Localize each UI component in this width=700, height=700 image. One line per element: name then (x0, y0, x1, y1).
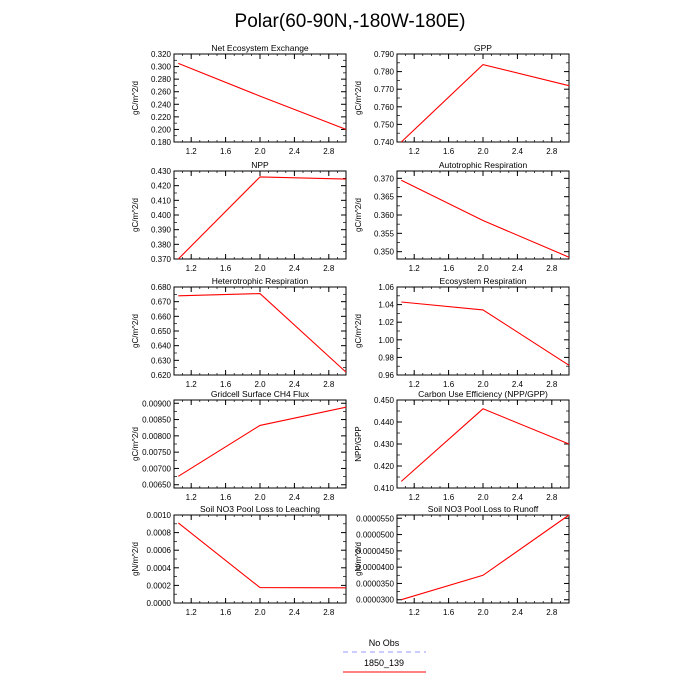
y-tick-label: 0.0002 (146, 581, 171, 591)
y-tick-label: 0.0000500 (356, 530, 394, 540)
y-tick-label: 0.370 (373, 174, 394, 184)
y-tick-label: 0.00850 (142, 415, 171, 425)
y-tick-label: 0.760 (373, 102, 394, 112)
y-axis-label: gC/m^2/d (354, 198, 363, 232)
panel-title: Gridcell Surface CH4 Flux (210, 389, 310, 399)
y-tick-label: 0.180 (150, 138, 171, 147)
y-tick-label: 0.365 (373, 192, 394, 202)
x-tick-label: 1.2 (408, 608, 420, 617)
y-tick-label: 0.380 (150, 240, 171, 250)
panel-title: Heterotrophic Respiration (211, 276, 309, 286)
plot-frame (397, 515, 569, 603)
panel-title: Soil NO3 Pool Loss to Runoff (427, 504, 539, 514)
series-line (401, 409, 569, 482)
y-axis-label: gC/m^2/d (131, 81, 140, 115)
y-axis-label: gC/m^2/d (354, 81, 363, 115)
chart-panel (354, 389, 569, 502)
chart-panel (131, 160, 346, 273)
y-tick-label: 0.770 (373, 85, 394, 95)
x-tick-label: 1.2 (185, 608, 197, 617)
y-tick-label: 0.750 (373, 120, 394, 130)
y-axis-label: gC/m^2/d (354, 314, 363, 348)
y-tick-label: 0.0004 (146, 563, 171, 573)
x-tick-label: 2.8 (546, 380, 558, 389)
y-tick-label: 0.355 (373, 229, 394, 239)
x-tick-label: 2.0 (254, 380, 266, 389)
panel-title: Carbon Use Efficiency (NPP/GPP) (418, 389, 548, 399)
y-tick-label: 0.430 (373, 440, 394, 449)
y-tick-label: 1.04 (378, 300, 394, 310)
x-tick-label: 2.8 (546, 493, 558, 502)
y-tick-label: 0.00750 (142, 448, 171, 458)
plot-frame (397, 287, 569, 375)
y-tick-label: 0.360 (373, 211, 394, 220)
y-tick-label: 0.420 (150, 181, 171, 191)
y-tick-label: 0.640 (150, 341, 171, 351)
x-tick-label: 2.8 (323, 608, 335, 617)
plot-frame (397, 400, 569, 488)
y-tick-label: 0.670 (150, 297, 171, 307)
x-tick-label: 2.8 (323, 493, 335, 502)
chart-panel (131, 389, 346, 502)
panel-title: Ecosystem Respiration (439, 276, 527, 286)
y-tick-label: 0.650 (150, 327, 171, 336)
y-tick-label: 0.200 (150, 125, 171, 135)
chart-panel (131, 43, 346, 156)
x-tick-label: 2.0 (477, 147, 489, 156)
y-axis-label: gN/m^2/d (354, 542, 363, 576)
y-tick-label: 0.370 (150, 255, 171, 264)
y-tick-label: 0.0000300 (356, 595, 394, 605)
y-tick-label: 0.680 (150, 283, 171, 292)
series-line (401, 515, 569, 600)
panel-title: Net Ecosystem Exchange (211, 43, 309, 53)
y-tick-label: 0.0000 (146, 599, 171, 608)
y-tick-label: 0.00900 (142, 399, 171, 409)
x-tick-label: 2.8 (323, 264, 335, 273)
figure-title: Polar(60-90N,-180W-180E) (234, 11, 466, 32)
panel-title: Soil NO3 Pool Loss to Leaching (199, 504, 321, 514)
x-tick-label: 2.0 (477, 608, 489, 617)
y-tick-label: 0.740 (373, 138, 394, 147)
y-tick-label: 0.00650 (142, 480, 171, 490)
y-tick-label: 0.0000450 (356, 546, 394, 556)
panel-title: NPP (251, 160, 269, 170)
y-tick-label: 0.240 (150, 100, 171, 110)
y-tick-label: 1.00 (378, 335, 394, 345)
x-tick-label: 1.6 (220, 493, 232, 502)
x-tick-label: 2.4 (511, 380, 523, 389)
x-tick-label: 2.0 (254, 264, 266, 273)
y-axis-label: gC/m^2/d (131, 427, 140, 461)
y-tick-label: 0.98 (378, 353, 394, 363)
x-tick-label: 2.4 (511, 608, 523, 617)
y-tick-label: 1.02 (378, 318, 394, 328)
series-line (178, 407, 346, 476)
x-tick-label: 1.6 (220, 264, 232, 273)
y-tick-label: 0.260 (150, 87, 171, 97)
plot-frame (397, 54, 569, 142)
y-tick-label: 0.420 (373, 462, 394, 471)
y-tick-label: 0.00700 (142, 464, 171, 474)
y-tick-label: 0.410 (373, 484, 394, 493)
chart-panel (354, 160, 569, 273)
legend-label-1850-139: 1850_139 (363, 658, 405, 668)
x-tick-label: 2.0 (254, 608, 266, 617)
x-tick-label: 2.8 (546, 147, 558, 156)
x-tick-label: 1.2 (408, 493, 420, 502)
y-tick-label: 0.0000550 (356, 514, 394, 524)
series-line (178, 294, 346, 373)
y-tick-label: 0.450 (373, 396, 394, 405)
y-tick-label: 0.280 (150, 75, 171, 85)
y-tick-label: 0.390 (150, 225, 171, 235)
x-tick-label: 1.6 (443, 380, 455, 389)
y-tick-label: 0.00800 (142, 431, 171, 441)
y-tick-label: 0.630 (150, 356, 171, 366)
series-line (401, 302, 569, 365)
x-tick-label: 2.0 (477, 493, 489, 502)
y-axis-label: gN/m^2/d (131, 542, 140, 576)
y-tick-label: 0.780 (373, 67, 394, 77)
x-tick-label: 1.6 (220, 608, 232, 617)
x-tick-label: 2.0 (254, 147, 266, 156)
chart-panel (354, 276, 569, 389)
series-line (178, 177, 346, 259)
panel-title: Autotrophic Respiration (438, 160, 528, 170)
y-axis-label: gC/m^2/d (131, 198, 140, 232)
x-tick-label: 1.6 (220, 147, 232, 156)
x-tick-label: 2.8 (323, 147, 335, 156)
y-tick-label: 0.0000350 (356, 579, 394, 589)
x-tick-label: 1.2 (408, 147, 420, 156)
chart-panel (354, 504, 569, 617)
x-tick-label: 1.2 (408, 264, 420, 273)
series-line (401, 65, 569, 142)
chart-panel (131, 504, 346, 617)
legend-label-no-obs: No Obs (368, 638, 400, 648)
x-tick-label: 2.0 (477, 380, 489, 389)
series-line (178, 63, 346, 129)
x-tick-label: 2.8 (546, 608, 558, 617)
y-tick-label: 1.06 (378, 283, 394, 292)
x-tick-label: 1.2 (185, 264, 197, 273)
x-tick-label: 1.2 (408, 380, 420, 389)
x-tick-label: 2.0 (254, 493, 266, 502)
x-tick-label: 1.6 (443, 493, 455, 502)
y-tick-label: 0.220 (150, 112, 171, 122)
y-tick-label: 0.0000400 (356, 563, 394, 573)
y-tick-label: 0.440 (373, 418, 394, 427)
y-tick-label: 0.620 (150, 371, 171, 380)
series-line (401, 180, 569, 257)
x-tick-label: 1.2 (185, 493, 197, 502)
x-tick-label: 2.4 (288, 147, 300, 156)
y-tick-label: 0.400 (150, 211, 171, 220)
x-tick-label: 2.8 (546, 264, 558, 273)
plot-frame (174, 287, 346, 375)
x-tick-label: 2.4 (288, 493, 300, 502)
panel-title: GPP (474, 43, 492, 53)
legend (343, 638, 426, 672)
x-tick-label: 1.6 (220, 380, 232, 389)
y-tick-label: 0.410 (150, 196, 171, 206)
x-tick-label: 2.4 (288, 608, 300, 617)
series-line (178, 523, 346, 588)
x-tick-label: 2.4 (511, 147, 523, 156)
chart-panel (131, 276, 346, 389)
y-tick-label: 0.790 (373, 50, 394, 59)
plot-frame (174, 515, 346, 603)
plot-frame (174, 171, 346, 259)
y-tick-label: 0.96 (378, 371, 394, 380)
x-tick-label: 1.6 (443, 147, 455, 156)
chart-panel (354, 43, 569, 156)
y-tick-label: 0.660 (150, 312, 171, 322)
plot-frame (174, 54, 346, 142)
x-tick-label: 2.4 (288, 380, 300, 389)
x-tick-label: 1.6 (443, 264, 455, 273)
y-tick-label: 0.300 (150, 62, 171, 72)
x-tick-label: 2.4 (511, 264, 523, 273)
y-tick-label: 0.320 (150, 50, 171, 59)
x-tick-label: 2.0 (477, 264, 489, 273)
x-tick-label: 1.6 (443, 608, 455, 617)
y-tick-label: 0.0010 (146, 511, 171, 520)
x-tick-label: 2.4 (511, 493, 523, 502)
x-tick-label: 2.8 (323, 380, 335, 389)
y-tick-label: 0.0008 (146, 528, 171, 538)
panel-grid (131, 43, 569, 617)
y-axis-label: gC/m^2/d (131, 314, 140, 348)
x-tick-label: 1.2 (185, 147, 197, 156)
x-tick-label: 1.2 (185, 380, 197, 389)
y-tick-label: 0.350 (373, 247, 394, 257)
x-tick-label: 2.4 (288, 264, 300, 273)
y-tick-label: 0.430 (150, 167, 171, 176)
y-tick-label: 0.0006 (146, 546, 171, 556)
y-axis-label: NPP/GPP (354, 426, 363, 462)
